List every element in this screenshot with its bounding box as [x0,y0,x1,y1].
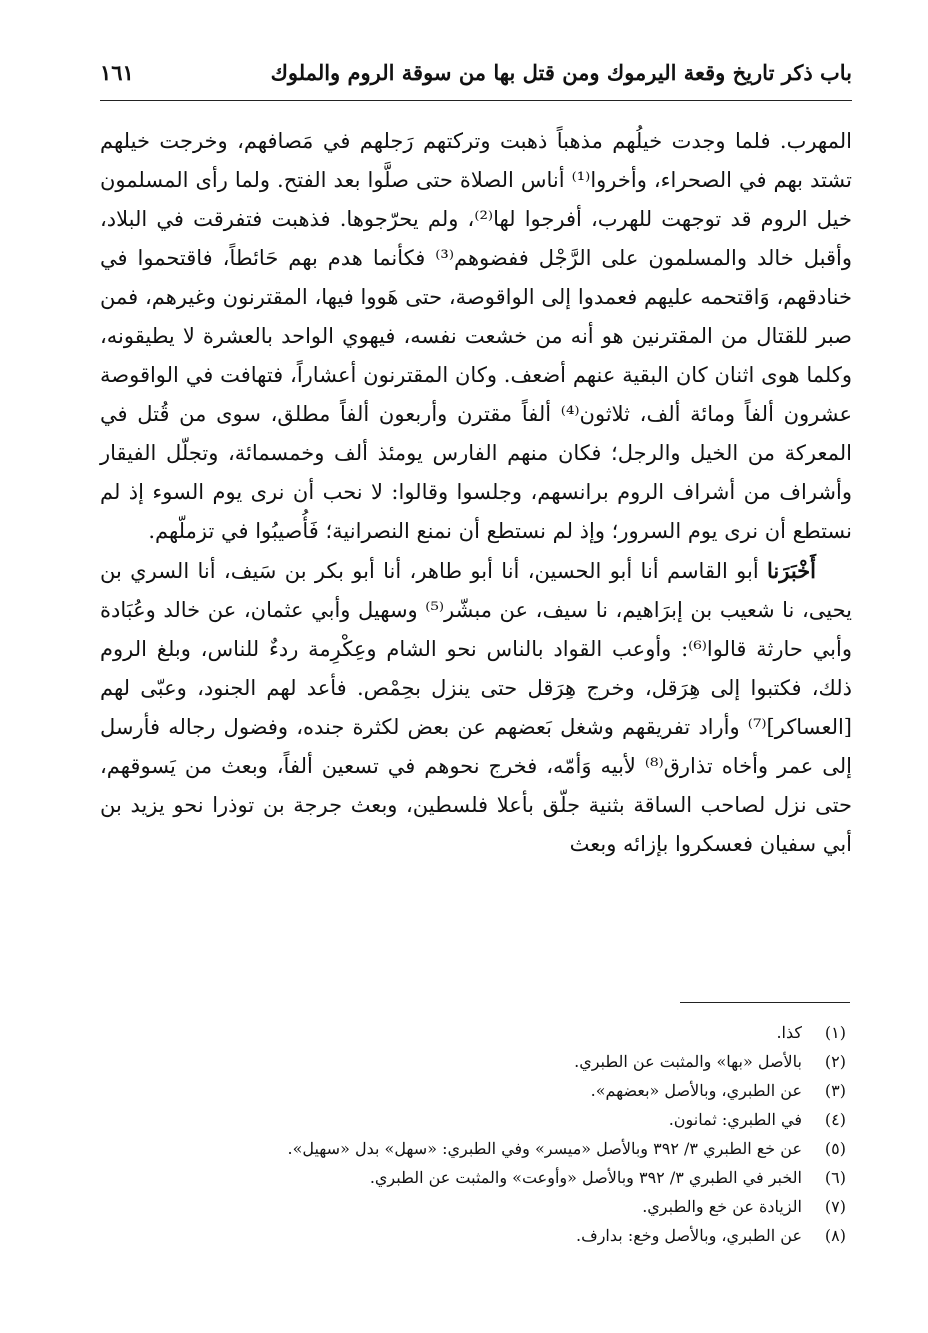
paragraph-1: المهرب. فلما وجدت خيلُهم مذهباً ذهبت وتركتهم رَجلهم في مَصافهم، وخرجت خيلهم تشتد بهم في الصحراء، وأخروا⁽¹⁾ أناس الصلاة حتى صلَّوا بعد الفتح. ولما رأى المسلمون خيل الروم قد توجهت للهرب، أفرجوا لها⁽²⁾، ولم يحرّجوها. فذهبت فتفرقت في البلاد، وأقبل خالد والمسلمون على الرَّجْل ففضوهم⁽³⁾ فكأنما هدم بهم حَائطاً، فاقتحموا في خنادقهم، وَاقتحمه عليهم فعمدوا إلى الواقوصة، حتى هَووا فيها، المقترنون وغيرهم، فمن صبر للقتال من المقترنين هو أنه من خشعت نفسه، فيهوي الواحد بالعشرة لا يطيقونه، وكلما هوى اثنان كان البقية عنهم أضعف. وكان المقترنون أعشاراً، فتهافت في الواقوصة عشرون ألفاً ومائة ألف، ثلاثون⁽⁴⁾ ألفاً مقترن وأربعون ألفاً مطلق، سوى من قُتل في المعركة من الخيل والرجل؛ فكان منهم الفارس يومئذ ألف وخمسمائة، وتجلّل الفيقار وأشراف من أشراف الروم برانسهم، وجلسوا وقالوا: لا نحب أن نرى يوم السوء إذ لم نستطع أن نرى يوم السرور؛ وإذ لم نستطع أن نمنع النصرانية؛ فَأُصيبُوا في تزملّهم. [100,129,853,543]
footnote-5 [100,1134,852,1163]
footnote-text: عن الطبري، وبالأصل «بعضهم». [590,1081,802,1100]
footnote-text: عن خع الطبري ٣/ ٣٩٢ وبالأصل «ميسر» وفي الطبري: «سهل» بدل «سهيل». [287,1139,802,1158]
footnote-text: عن الطبري، وبالأصل وخع: بدارف. [576,1226,802,1245]
running-header [100,58,852,102]
footnote-text: كذا. [776,1023,802,1042]
main-text [100,122,852,864]
footnote-number: (٧) [824,1197,846,1216]
footnote-text: الخبر في الطبري ٣/ ٣٩٢ وبالأصل «وأوعت» والمثبت عن الطبري. [369,1168,802,1187]
paragraph-2-lead: أَخْبَرَنا [767,558,816,583]
footnote-6 [100,1163,852,1192]
footnote-1 [100,1018,852,1047]
footnote-number: (٦) [824,1168,846,1187]
footnote-2 [100,1047,852,1076]
footnote-text: بالأصل «بها» والمثبت عن الطبري. [574,1052,802,1071]
footnote-8 [100,1221,852,1250]
header-divider [100,100,852,101]
paragraph-2 [100,551,852,864]
footnotes [100,1018,852,1250]
page-number: ١٦١ [100,60,134,85]
footnote-number: (١) [824,1023,846,1042]
paragraph-2-text: أبو القاسم أنا أبو الحسين، أنا أبو طاهر، أنا أبو بكر بن سَيف، أنا السري بن يحيى، نا شعيب بن إبرَاهيم، نا سيف، عن مبشّر⁽⁵⁾ وسهيل وأبي عثمان، عن خالد وعُبَادة وأبي حارثة قالوا⁽⁶⁾: وأوعب القواد بالناس نحو الشام وعِكْرِمة ردءٌ للناس، وبلغ الروم ذلك، فكتبوا إلى هِرَقل، وخرج هِرَقل حتى ينزل بحِمْص. فأعد لهم الجنود، وعبّى لهم [العساكر]⁽⁷⁾ وأراد تفريقهم وشغل بَعضهم عن بعض لكثرة جنده، وفضول رجاله فأرسل إلى عمر وأخاه تذارق⁽⁸⁾ لأبيه وَأمّه، فخرج نحوهم في تسعين ألفاً، وبعث من يَسوقهم، حتى نزل لصاحب الساقة بثنية جلّق بأعلا فلسطين، وبعث جرجة بن توذرا نحو يزيد بن أبي سفيان فعسكروا بإزائه وبعث [100,559,853,856]
footnote-text: في الطبري: ثمانون. [668,1110,802,1129]
footnote-number: (٢) [824,1052,846,1071]
footnote-number: (٥) [824,1139,846,1158]
footnote-4 [100,1105,852,1134]
chapter-title: باب ذكر تاريخ وقعة اليرموك ومن قتل بها من سوقة الروم والملوك [270,60,852,85]
footnote-text: الزيادة عن خع والطبري. [642,1197,802,1216]
footnote-number: (٨) [824,1226,846,1245]
footnote-number: (٣) [824,1081,846,1100]
footnote-divider [680,1002,850,1003]
footnote-7 [100,1192,852,1221]
footnote-3 [100,1076,852,1105]
footnote-number: (٤) [824,1110,846,1129]
